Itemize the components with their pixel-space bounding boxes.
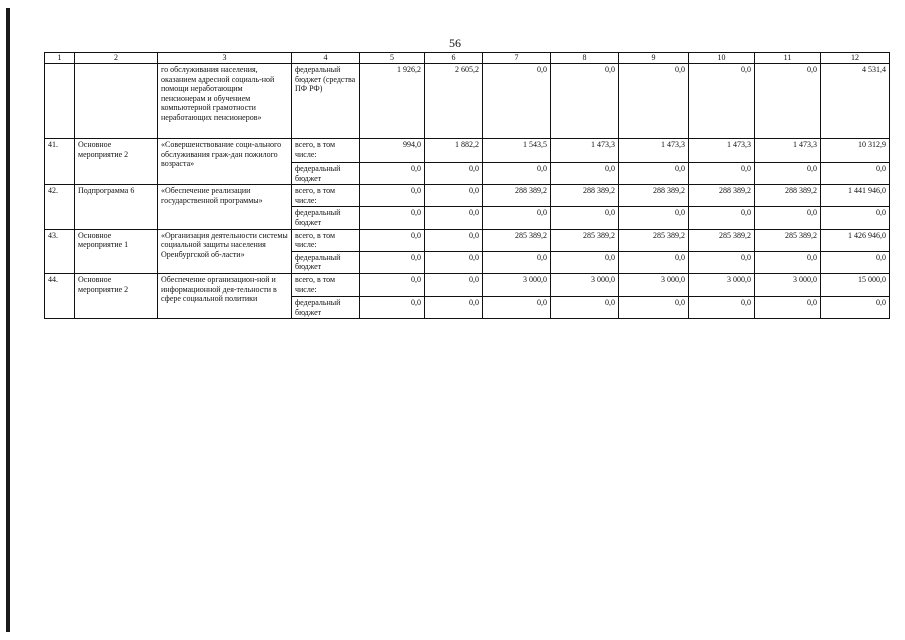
column-number: 9 (619, 53, 689, 64)
amount-cell: 3 000,0 (483, 273, 551, 296)
amount-cell: 285 389,2 (483, 229, 551, 251)
column-number: 1 (45, 53, 75, 64)
amount-cell: 0,0 (483, 163, 551, 185)
amount-cell: 1 473,3 (619, 139, 689, 163)
amount-cell: 1 926,2 (360, 64, 425, 139)
funding-source: всего, в том числе: (292, 139, 360, 163)
table-row (45, 139, 890, 163)
column-number-row (45, 53, 890, 64)
amount-cell: 0,0 (360, 273, 425, 296)
amount-cell: 0,0 (551, 207, 619, 229)
amount-cell: 0,0 (689, 64, 755, 139)
amount-cell: 0,0 (821, 296, 890, 318)
funding-source: федеральный бюджет (средства ПФ РФ) (292, 64, 360, 139)
amount-cell: 288 389,2 (755, 185, 821, 207)
funding-source: федеральный бюджет (292, 207, 360, 229)
amount-cell: 0,0 (619, 207, 689, 229)
row-number: 41. (45, 139, 75, 185)
funding-source: федеральный бюджет (292, 251, 360, 273)
amount-cell: 285 389,2 (551, 229, 619, 251)
amount-cell: 0,0 (551, 251, 619, 273)
column-number: 6 (425, 53, 483, 64)
column-number: 3 (158, 53, 292, 64)
amount-cell: 0,0 (755, 163, 821, 185)
amount-cell: 0,0 (689, 207, 755, 229)
amount-cell: 0,0 (619, 251, 689, 273)
amount-cell: 0,0 (755, 207, 821, 229)
funding-source: всего, в том числе: (292, 273, 360, 296)
row-description: «Обеспечение реализации государственной программы» (158, 185, 292, 229)
amount-cell: 0,0 (821, 163, 890, 185)
amount-cell: 3 000,0 (755, 273, 821, 296)
amount-cell: 3 000,0 (619, 273, 689, 296)
column-number: 2 (75, 53, 158, 64)
table-row (45, 64, 890, 139)
amount-cell: 15 000,0 (821, 273, 890, 296)
row-name: Основное мероприятие 2 (75, 273, 158, 318)
row-description: го обслуживания населения, оказанием адресной социаль-ной помощи неработающим пенсионерам и обучением компьютерной грамотности неработающих пенсионеров» (158, 64, 292, 139)
amount-cell: 288 389,2 (689, 185, 755, 207)
funding-source: всего, в том числе: (292, 185, 360, 207)
funding-source: федеральный бюджет (292, 296, 360, 318)
amount-cell: 1 473,3 (689, 139, 755, 163)
scan-edge-line (6, 8, 10, 632)
row-number: 44. (45, 273, 75, 318)
funding-source: всего, в том числе: (292, 229, 360, 251)
column-number: 11 (755, 53, 821, 64)
row-description: «Организация деятельности системы социальной защиты населения Оренбургской об-ласти» (158, 229, 292, 273)
amount-cell: 3 000,0 (689, 273, 755, 296)
amount-cell: 0,0 (755, 251, 821, 273)
amount-cell: 10 312,9 (821, 139, 890, 163)
amount-cell: 0,0 (360, 229, 425, 251)
amount-cell: 288 389,2 (551, 185, 619, 207)
amount-cell: 0,0 (425, 185, 483, 207)
budget-table (44, 52, 890, 319)
amount-cell: 0,0 (619, 163, 689, 185)
row-name: Подпрограмма 6 (75, 185, 158, 229)
row-description: Обеспечение организацион-ной и информационной дея-тельности в сфере социальной политики (158, 273, 292, 318)
amount-cell: 0,0 (425, 251, 483, 273)
amount-cell: 0,0 (689, 251, 755, 273)
amount-cell: 285 389,2 (619, 229, 689, 251)
row-name (75, 64, 158, 139)
amount-cell: 0,0 (619, 296, 689, 318)
amount-cell: 0,0 (755, 64, 821, 139)
page-number: 56 (449, 36, 461, 50)
amount-cell: 1 882,2 (425, 139, 483, 163)
amount-cell: 0,0 (360, 207, 425, 229)
amount-cell: 0,0 (551, 296, 619, 318)
amount-cell: 288 389,2 (483, 185, 551, 207)
row-name: Основное мероприятие 2 (75, 139, 158, 185)
amount-cell: 0,0 (821, 251, 890, 273)
amount-cell: 1 426 946,0 (821, 229, 890, 251)
column-number: 7 (483, 53, 551, 64)
column-number: 12 (821, 53, 890, 64)
amount-cell: 0,0 (483, 64, 551, 139)
column-number: 4 (292, 53, 360, 64)
amount-cell: 0,0 (360, 251, 425, 273)
amount-cell: 1 441 946,0 (821, 185, 890, 207)
column-number: 10 (689, 53, 755, 64)
amount-cell: 0,0 (425, 296, 483, 318)
amount-cell: 0,0 (619, 64, 689, 139)
amount-cell: 4 531,4 (821, 64, 890, 139)
amount-cell: 0,0 (483, 296, 551, 318)
funding-source: федеральный бюджет (292, 163, 360, 185)
row-number: 42. (45, 185, 75, 229)
amount-cell: 0,0 (551, 64, 619, 139)
amount-cell: 0,0 (360, 185, 425, 207)
amount-cell: 0,0 (483, 207, 551, 229)
amount-cell: 0,0 (821, 207, 890, 229)
amount-cell: 0,0 (755, 296, 821, 318)
row-number: 43. (45, 229, 75, 273)
amount-cell: 2 605,2 (425, 64, 483, 139)
amount-cell: 0,0 (689, 296, 755, 318)
amount-cell: 0,0 (425, 207, 483, 229)
amount-cell: 1 473,3 (755, 139, 821, 163)
amount-cell: 0,0 (425, 229, 483, 251)
amount-cell: 1 543,5 (483, 139, 551, 163)
column-number: 8 (551, 53, 619, 64)
row-description: «Совершенствование соци-ального обслуживания граж-дан пожилого возраста» (158, 139, 292, 185)
amount-cell: 0,0 (551, 163, 619, 185)
amount-cell: 285 389,2 (689, 229, 755, 251)
table-row (45, 185, 890, 207)
row-number (45, 64, 75, 139)
amount-cell: 285 389,2 (755, 229, 821, 251)
amount-cell: 3 000,0 (551, 273, 619, 296)
amount-cell: 0,0 (360, 296, 425, 318)
amount-cell: 994,0 (360, 139, 425, 163)
amount-cell: 0,0 (689, 163, 755, 185)
amount-cell: 0,0 (360, 163, 425, 185)
row-name: Основное мероприятие 1 (75, 229, 158, 273)
amount-cell: 0,0 (483, 251, 551, 273)
amount-cell: 0,0 (425, 273, 483, 296)
amount-cell: 0,0 (425, 163, 483, 185)
column-number: 5 (360, 53, 425, 64)
table-row (45, 273, 890, 296)
table-row (45, 229, 890, 251)
amount-cell: 288 389,2 (619, 185, 689, 207)
amount-cell: 1 473,3 (551, 139, 619, 163)
